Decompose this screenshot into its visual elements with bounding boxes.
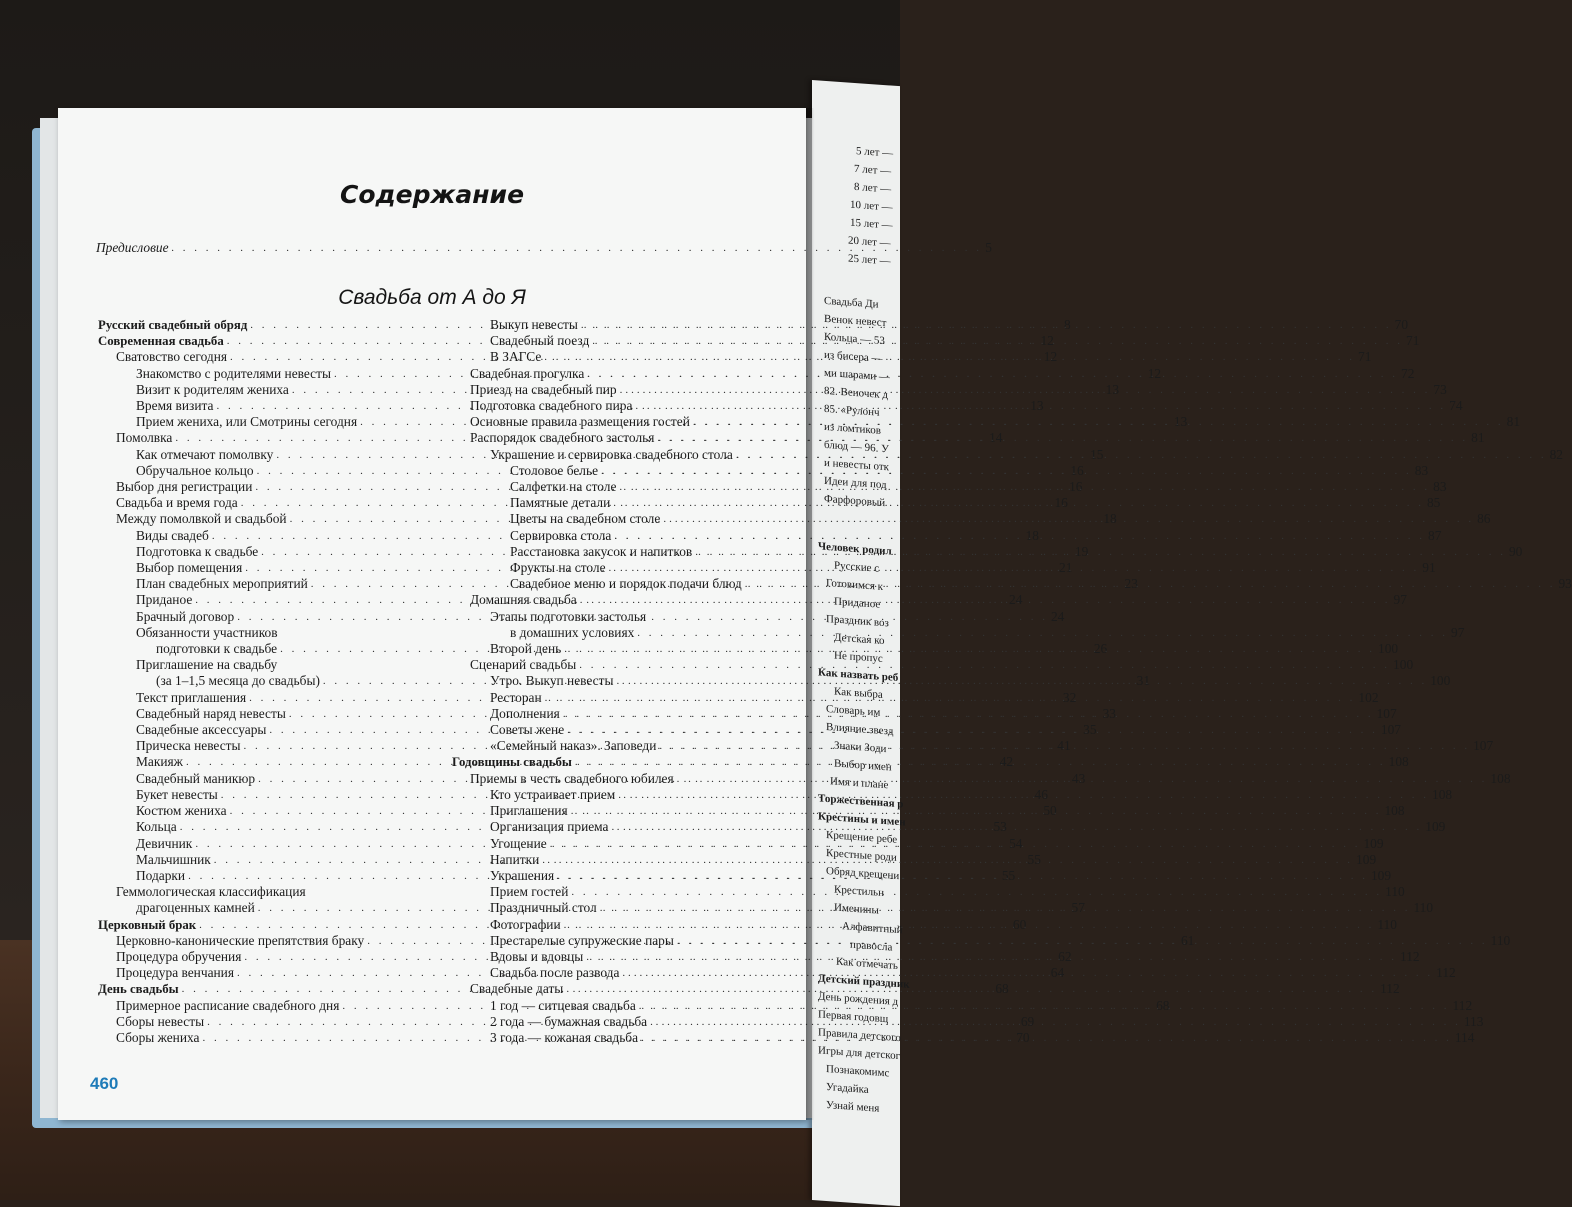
leader-dots [736, 447, 1547, 463]
toc-entry-title: Церковный брак [98, 917, 197, 932]
toc-entry-title: Визит к родителям жениха [136, 381, 289, 397]
toc-entry-page: 16 [1069, 479, 1083, 495]
toc-entry-title: Советы жене [490, 722, 565, 738]
toc-entry-title: Напитки [490, 851, 540, 867]
toc-entry-page: 107 [1376, 705, 1397, 721]
toc-entry-page: 68 [995, 981, 1009, 997]
next-page-text: Угадайка [826, 1080, 869, 1096]
next-page-text: Узнай меня [826, 1098, 880, 1115]
toc-entry-title: Приезд на свадебный пир [470, 381, 617, 397]
toc-entry-page: 19 [1074, 543, 1089, 559]
toc-entry-title: Обручальное кольцо [136, 462, 254, 478]
toc-entry-page: 108 [1432, 786, 1453, 802]
leader-dots [587, 366, 1398, 382]
leader-dots [564, 641, 1375, 657]
next-page-text: Выбор имен [834, 757, 892, 774]
toc-entry-page: 81 [1471, 430, 1485, 446]
toc-entry-title: Выбор помещения [136, 560, 243, 576]
toc-entry-page: 109 [1356, 851, 1377, 867]
toc-entry-page: 102 [1358, 689, 1379, 705]
leader-dots [663, 511, 1474, 527]
toc-entry-title: Сценарий свадьбы [470, 657, 577, 673]
next-page-text: Свадьба Ди [824, 294, 879, 311]
toc-entry-title: Свадебный наряд невесты [136, 705, 286, 721]
next-page-text: и невесты отк [824, 456, 890, 474]
leader-dots [616, 673, 1427, 689]
next-page-text: Не пропус [834, 649, 883, 665]
next-page-text: Игры для детског [818, 1044, 901, 1063]
toc-entry-title: подготовки к свадьбе [156, 641, 278, 657]
leader-dots [612, 819, 1423, 835]
next-page-text: 85. «Рулонч [824, 402, 880, 419]
toc-entry-page: 112 [1452, 997, 1473, 1013]
toc-entry-page: 61 [1180, 932, 1195, 948]
toc-entry-title: «Семейный наказ». Заповеди [490, 738, 657, 754]
toc-entry-title: Обязанности участников [136, 624, 278, 640]
toc-entry-page: 54 [1009, 835, 1023, 851]
leader-dots [544, 349, 1355, 365]
toc-entry-title: Геммологическая классификация [116, 884, 306, 900]
leader-dots [637, 625, 1448, 641]
toc-entry-title: Процедура венчания [116, 965, 235, 981]
toc-entry-page: 109 [1363, 835, 1384, 851]
next-page-text: ми шарами — [824, 366, 890, 384]
toc-entry [98, 884, 402, 900]
next-page-text: 25 лет — [848, 252, 891, 268]
toc-entry-page: 64 [1050, 965, 1065, 981]
leader-dots [657, 430, 1468, 446]
next-page-text: Венок невест [824, 312, 887, 330]
leader-dots [609, 560, 1420, 576]
leader-dots [563, 706, 1374, 722]
next-page-text: Торжественная р [818, 792, 904, 811]
next-page-text: Именины [834, 901, 879, 917]
leader-dots [677, 933, 1488, 949]
leader-dots [620, 382, 1431, 398]
next-page-text: Крещение ребе [826, 828, 898, 846]
toc-entry-page: 110 [1490, 932, 1511, 948]
toc-entry-page: 26 [1093, 641, 1108, 657]
toc-entry-title: Приданое [136, 592, 193, 608]
leader-dots [580, 592, 1391, 608]
toc-entry-page: 13 [1030, 398, 1044, 414]
next-page-text: из ломтиков [824, 420, 881, 437]
toc-entry-page: 13 [1105, 381, 1120, 397]
toc-entry-title: Праздничный стол [490, 900, 597, 916]
toc-entry-title: Ресторан [490, 689, 542, 705]
next-page-text: 15 лет — [850, 216, 893, 232]
toc-entry-page: 71 [1358, 349, 1372, 365]
next-page-text: Детская ко [834, 631, 885, 648]
toc-entry-title: Брачный договор [136, 608, 235, 624]
toc-entry-title: В ЗАГСе [490, 349, 542, 365]
toc-entry-title: Приемы в честь свадебного юбилея [470, 770, 674, 786]
toc-entry-page: 72 [1401, 365, 1415, 381]
toc-entry-page: 100 [1430, 673, 1451, 689]
toc-entry-page: 15 [1090, 446, 1104, 462]
toc-entry-title: Выбор дня регистрации [116, 479, 253, 495]
toc-entry-title: Помолвка [116, 430, 173, 446]
next-page-text: из бисера — [824, 348, 883, 365]
toc-entry-page: 70 [1394, 317, 1409, 332]
toc-entry-title: Дополнения [490, 705, 560, 721]
toc-entry-title: (за 1–1,5 месяца до свадьбы) [156, 673, 320, 689]
toc-entry-title: Прием гостей [490, 884, 569, 900]
toc-entry [98, 625, 402, 641]
leader-dots [564, 917, 1375, 933]
leader-dots [614, 528, 1425, 544]
toc-entry-page: 83 [1433, 479, 1447, 495]
toc-entry-page: 114 [1454, 1029, 1475, 1045]
next-page-text: 7 лет — [854, 162, 892, 178]
toc-entry-page: 97 [1451, 624, 1465, 640]
toc-entry-title: Букет невесты [136, 786, 218, 802]
toc-entry-title: Приглашение на свадьбу [136, 657, 278, 673]
toc-entry-title: Процедура обручения [116, 948, 242, 964]
toc-entry-title: Салфетки на столе [510, 479, 617, 495]
next-page-text: 10 лет — [850, 198, 893, 214]
leader-dots [592, 330, 1403, 349]
next-page-text: блюд — 96. У [824, 438, 889, 456]
next-page-text: Познакомимс [826, 1062, 890, 1080]
leader-dots [581, 317, 1392, 333]
leader-dots [619, 479, 1430, 495]
toc-entry-page: 70 [1016, 1029, 1030, 1045]
section-title: Свадьба от А до Я [338, 286, 526, 309]
toc-entry-page: 18 [1103, 511, 1117, 527]
toc-entry-page: 97 [1393, 592, 1407, 608]
toc-entry-title: Приглашения [490, 803, 568, 819]
toc-entry-title: Свадьба после развода [490, 965, 620, 981]
toc-entry-title: Сборы жениха [116, 1029, 200, 1045]
toc-entry-page: 14 [989, 430, 1003, 446]
next-page-text: Как отмечать [836, 955, 898, 973]
toc-entry-page: 8 [1064, 317, 1071, 332]
toc-entry-page: 107 [1473, 738, 1494, 754]
leader-dots [566, 981, 1377, 997]
toc-entry-page: 46 [1034, 786, 1048, 802]
toc-entry-title: Между помолвкой и свадьбой [116, 511, 287, 527]
toc-entry-title: Годовщины свадьбы [452, 755, 572, 770]
preface-label: Предисловие [96, 240, 169, 255]
toc-entry-title: Текст приглашения [136, 689, 247, 705]
toc-entry-title: 2 года — бумажная свадьба [490, 1013, 648, 1029]
toc-entry-page: 50 [1043, 803, 1057, 819]
toc-entry-page: 35 [1083, 722, 1097, 738]
next-page-text: Крестные роди [826, 846, 897, 864]
toc-entry-title: Домашняя свадьба [470, 592, 577, 608]
leader-dots [635, 398, 1446, 414]
next-page-text: Имя и плане [830, 775, 889, 792]
toc-entry-title: Знакомство с родителями невесты [136, 365, 331, 381]
toc-entry-page: 87 [1428, 527, 1442, 543]
toc-entry-title: Организация приема [490, 819, 609, 835]
next-page-text: Детский праздник [818, 972, 910, 991]
toc-entry-page: 32 [1062, 689, 1077, 705]
toc-entry-title: Прическа невесты [136, 738, 241, 754]
toc-entry-page: 100 [1378, 641, 1399, 657]
next-page-text: Приданое [834, 595, 881, 611]
toc-entry-page: 68 [1156, 997, 1170, 1013]
toc-entry-title: Подготовка к свадьбе [136, 543, 259, 559]
toc-entry-page: 90 [1508, 543, 1523, 559]
toc-entry-page: 53 [993, 819, 1007, 835]
next-page-text: 82. Веночек д [824, 384, 888, 402]
leader-dots [575, 754, 1386, 770]
toc-entry-page: 16 [1054, 495, 1068, 511]
next-page-text: Влияние звезд [826, 720, 894, 738]
toc-entry-title: в домашних условиях [510, 624, 635, 640]
next-page-text: Как назвать реб [818, 666, 899, 685]
toc-entry-title: Костюм жениха [136, 803, 227, 819]
toc-entry-page: 108 [1384, 803, 1405, 819]
toc-entry-title: Свадебные аксессуары [136, 722, 267, 738]
toc-entry-title: Русский свадебный обряд [98, 318, 248, 332]
toc-entry-title: Угощение [490, 835, 547, 851]
leader-dots [677, 771, 1488, 787]
toc-entry-page: 24 [1009, 592, 1023, 608]
leader-dots [557, 868, 1368, 884]
toc-entry [98, 657, 402, 673]
leader-dots [613, 492, 1424, 511]
next-page-text: Готовимся к [826, 576, 883, 593]
next-page-text: Кольца — 53 [824, 330, 885, 348]
toc-entry-page: 12 [1043, 349, 1058, 365]
toc-entry-title: Утро. Выкуп невесты [490, 673, 614, 689]
toc-entry-title: Время визита [136, 398, 214, 414]
toc-entry-page: 93 [1558, 576, 1572, 592]
next-page-text: Как выбра [834, 685, 883, 701]
next-page-text: Правила детского [818, 1026, 901, 1045]
leader-dots [641, 1030, 1452, 1046]
leader-dots [659, 738, 1470, 754]
toc-entry-title: Распорядок свадебного застолья [470, 430, 655, 446]
toc-entry-title: Как отмечают помолвку [136, 446, 274, 462]
toc-entry-page: 82 [1549, 446, 1563, 462]
toc-entry-page: 85 [1426, 495, 1441, 511]
toc-entry-title: Кольца [136, 819, 177, 835]
toc-entry-page: 71 [1406, 333, 1420, 349]
toc-entry-page: 12 [1040, 333, 1054, 349]
toc-entry-title: Украшение и сервировка свадебного стола [490, 446, 733, 462]
toc-entry-title: День свадьбы [98, 982, 179, 997]
toc-entry-page: 112 [1436, 965, 1456, 981]
toc-entry-page: 23 [1124, 576, 1138, 592]
next-page-text: Русские с [834, 559, 880, 575]
preface-page: 5 [985, 240, 992, 255]
toc-entry-page: 110 [1377, 916, 1397, 932]
toc-entry-title: Девичник [136, 835, 193, 851]
leader-dots [172, 240, 983, 256]
leader-dots [650, 1014, 1461, 1030]
toc-entry-title: Свадебный маникюр [136, 770, 256, 786]
toc-entry-title: Подготовка свадебного пира [470, 398, 633, 414]
toc-entry-title: Прием жениха, или Смотрины сегодня [136, 414, 358, 430]
next-page-text: Алфавитный [842, 920, 903, 937]
toc-entry-title: Свадебное меню и порядок подачи блюд [510, 576, 742, 592]
toc-entry-title: Престарелые супружеские пары [490, 932, 674, 948]
toc-entry-page: 110 [1385, 884, 1405, 900]
toc-entry-title: Церковно-канонические препятствия браку [116, 932, 365, 948]
toc-entry-page: 113 [1463, 1013, 1484, 1029]
next-page-text: Обряд крещени [826, 864, 900, 883]
toc-entry-page: 43 [1071, 770, 1086, 786]
leader-dots [545, 690, 1356, 706]
toc-entry-page: 91 [1422, 560, 1436, 576]
toc-entry-title: Виды свадеб [136, 527, 209, 543]
toc-entry-title: Свадебная прогулка [470, 365, 585, 381]
toc-entry-page: 24 [1050, 608, 1065, 624]
toc-entry-page: 55 [1027, 851, 1041, 867]
toc-entry-title: 3 года — кожаная свадьба [490, 1029, 639, 1045]
leader-dots [693, 414, 1504, 430]
next-page-text: Человек родил [818, 540, 892, 558]
next-page-text: Крестины и имен [818, 810, 906, 829]
next-page-text: День рождения д [818, 990, 899, 1009]
toc-entry-title: Подарки [136, 867, 186, 883]
toc-entry-page: 18 [1025, 527, 1039, 543]
toc-entry-page: 60 [1012, 916, 1027, 932]
toc-entry-page: 41 [1057, 738, 1071, 754]
page-title: Содержание [339, 180, 525, 209]
leader-dots [601, 463, 1412, 479]
next-page-text: Идеи для под [824, 474, 887, 492]
toc-entry-title: Сервировка стола [510, 527, 612, 543]
leader-dots [579, 657, 1390, 673]
toc-entry-page: 100 [1393, 657, 1414, 673]
next-page-text: 20 лет — [848, 234, 891, 250]
toc-entry-title: Современная свадьба [98, 334, 224, 349]
leader-dots [550, 836, 1361, 852]
toc-entry-page: 21 [1059, 560, 1073, 576]
toc-entry-title: Фрукты на столе [510, 560, 606, 576]
toc-entry-page: 112 [1400, 948, 1420, 964]
toc-entry-title: Второй день [490, 641, 562, 657]
toc-entry-title: Памятные детали [510, 495, 611, 511]
toc-entry-page: 55 [1001, 867, 1016, 883]
toc-entry-title: Сватовство сегодня [116, 349, 228, 365]
leader-dots [695, 544, 1506, 560]
toc-entry-title: Украшения [490, 867, 555, 883]
next-page-text: Крестильн [834, 883, 884, 900]
next-page-text: Праздник воз [826, 612, 889, 630]
toc-entry-page: 62 [1058, 948, 1072, 964]
toc-entry-title: драгоценных камней [136, 900, 255, 916]
toc-entry-page: 31 [1136, 673, 1151, 689]
leader-dots [618, 787, 1429, 803]
toc-entry-page: 73 [1433, 381, 1447, 397]
toc-entry-page: 110 [1413, 900, 1434, 916]
toc-entry-title: Фотографии [490, 916, 561, 932]
leader-dots [745, 576, 1556, 592]
toc-entry-title: Расстановка закусок и напитков [510, 543, 693, 559]
leader-dots [639, 998, 1450, 1014]
leader-dots [586, 949, 1397, 965]
next-page-text: 5 лет — [856, 145, 894, 160]
next-page-text: Фарфоровый [824, 492, 886, 510]
toc-entry-title: Мальчишник [136, 851, 211, 867]
next-page-text: 8 лет — [854, 180, 892, 196]
gutter-shadow [806, 108, 814, 1120]
toc-entry-title: Основные правила размещения гостей [470, 414, 690, 430]
toc-entry-page: 13 [1173, 414, 1188, 430]
leader-dots [571, 803, 1382, 819]
toc-entry-title: План свадебных мероприятий [136, 576, 308, 592]
toc-entry-title: Кто устраивает прием [490, 786, 616, 802]
leader-dots [567, 722, 1378, 738]
toc-entry-title: Сборы невесты [116, 1013, 205, 1029]
toc-entry-title: Этапы подготовки застолья [490, 608, 647, 624]
next-page-text: Знаки Зоди [834, 739, 887, 756]
toc-entry-title: Свадебный поезд [490, 333, 590, 349]
toc-entry-page: 81 [1506, 414, 1521, 430]
toc-entry-page: 74 [1449, 398, 1463, 414]
toc-entry-page: 42 [999, 754, 1014, 770]
page-number: 460 [90, 1074, 119, 1093]
next-page-text: Словарь им [826, 702, 881, 719]
leader-dots [622, 965, 1433, 981]
toc-entry-page: 108 [1388, 754, 1409, 770]
leader-dots [600, 900, 1411, 916]
toc-entry-page: 108 [1490, 770, 1511, 786]
toc-entry-page: 86 [1477, 511, 1491, 527]
toc-entry-title: Цветы на свадебном столе [510, 511, 661, 527]
toc-entry-title: 1 год — ситцевая свадьба [490, 997, 636, 1013]
toc-entry-title: Выкуп невесты [490, 317, 578, 332]
next-page-text: правосла [850, 938, 893, 954]
toc-entry-title: Макияж [136, 754, 183, 770]
toc-entry-page: 16 [1070, 462, 1084, 478]
toc-entry-title: Свадебные даты [470, 981, 564, 997]
toc-entry-title: Свадьба и время года [116, 495, 238, 511]
toc-entry-title: Столовое белье [510, 462, 599, 478]
toc-entry-page: 33 [1102, 705, 1116, 721]
toc-entry [452, 609, 781, 625]
toc-entry-page: 112 [1380, 981, 1400, 997]
toc-entry-page: 109 [1370, 867, 1392, 883]
toc-entry-page: 83 [1414, 462, 1429, 478]
toc-entry-page: 109 [1425, 819, 1446, 835]
toc-entry-page: 12 [1147, 365, 1162, 381]
leader-dots [542, 852, 1353, 868]
toc-entry-page: 57 [1071, 900, 1085, 916]
toc-entry-page: 69 [1020, 1013, 1035, 1029]
next-page-text: Первая годовщ [818, 1008, 889, 1026]
toc-entry-page: 107 [1380, 722, 1401, 738]
toc-entry-title: Вдовы и вдовцы [490, 948, 584, 964]
toc-entry-title: Примерное расписание свадебного дня [116, 997, 340, 1013]
leader-dots [571, 884, 1382, 900]
